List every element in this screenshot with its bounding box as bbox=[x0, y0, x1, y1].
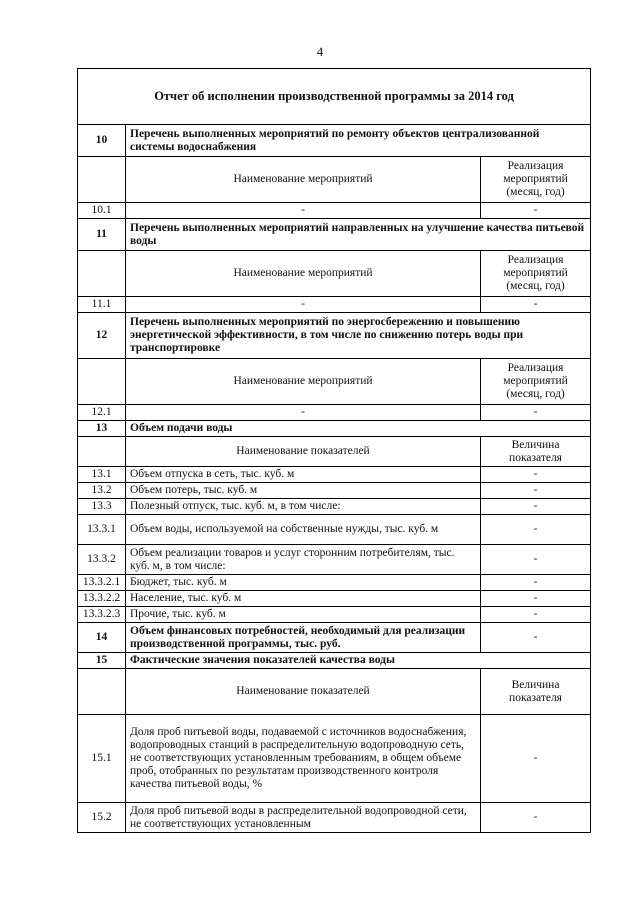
table-row bbox=[78, 591, 591, 607]
row-value: - bbox=[481, 483, 591, 499]
row-number: 13.3.2 bbox=[78, 545, 126, 575]
row-text: Доля проб питьевой воды в распределительной водопроводной сети, не соответствующих установленным bbox=[126, 803, 481, 833]
row-value: - bbox=[481, 203, 591, 219]
column-header: Реализация мероприятий (месяц, год) bbox=[481, 251, 591, 297]
section-row bbox=[78, 653, 591, 669]
column-header: Реализация мероприятий (месяц, год) bbox=[481, 157, 591, 203]
row-text: Население, тыс. куб. м bbox=[126, 591, 481, 607]
row-number: 13.3.1 bbox=[78, 515, 126, 545]
column-header: Величина показателя bbox=[481, 437, 591, 467]
table-row bbox=[78, 297, 591, 313]
row-text: Доля проб питьевой воды, подаваемой с источников водоснабжения, водопроводных станций в распределительную водопроводную сеть, не соответствующих установленным требованиям, в общем объеме проб, отобранных по результатам производственного контроля качества питьевой воды, % bbox=[126, 715, 481, 803]
table-row bbox=[78, 575, 591, 591]
row-text: - bbox=[126, 297, 481, 313]
section-title: Перечень выполненных мероприятий по ремонту объектов централизованной системы водоснабжения bbox=[126, 125, 591, 157]
section-row bbox=[78, 313, 591, 359]
table-row bbox=[78, 715, 591, 803]
row-value: - bbox=[481, 575, 591, 591]
table-row bbox=[78, 405, 591, 421]
table-row bbox=[78, 607, 591, 623]
row-text: Объем финансовых потребностей, необходимый для реализации производственной программы, тыс. руб. bbox=[126, 623, 481, 653]
row-value: - bbox=[481, 715, 591, 803]
row-text: Бюджет, тыс. куб. м bbox=[126, 575, 481, 591]
row-value: - bbox=[481, 467, 591, 483]
table-row bbox=[78, 623, 591, 653]
header-row bbox=[78, 669, 591, 715]
row-value: - bbox=[481, 499, 591, 515]
report-table bbox=[77, 68, 591, 833]
empty-cell bbox=[78, 157, 126, 203]
table-row bbox=[78, 483, 591, 499]
row-number: 13.3.2.1 bbox=[78, 575, 126, 591]
page-number: 4 bbox=[316, 44, 324, 59]
row-text: Объем потерь, тыс. куб. м bbox=[126, 483, 481, 499]
row-number: 12 bbox=[78, 313, 126, 359]
column-header: Реализация мероприятий (месяц, год) bbox=[481, 359, 591, 405]
table-row bbox=[78, 203, 591, 219]
header-row bbox=[78, 157, 591, 203]
row-number: 10 bbox=[78, 125, 126, 157]
empty-cell bbox=[78, 437, 126, 467]
section-title: Фактические значения показателей качества воды bbox=[126, 653, 591, 669]
row-number: 11 bbox=[78, 219, 126, 251]
header-row bbox=[78, 437, 591, 467]
row-text: - bbox=[126, 405, 481, 421]
column-header: Наименование показателей bbox=[126, 669, 481, 715]
row-text: Прочие, тыс. куб. м bbox=[126, 607, 481, 623]
row-text: Объем воды, используемой на собственные нужды, тыс. куб. м bbox=[126, 515, 481, 545]
row-value: - bbox=[481, 515, 591, 545]
row-number: 13.3.2.3 bbox=[78, 607, 126, 623]
title-row bbox=[78, 69, 591, 125]
row-value: - bbox=[481, 405, 591, 421]
row-value: - bbox=[481, 623, 591, 653]
row-value: - bbox=[481, 545, 591, 575]
report-table-body bbox=[78, 69, 591, 833]
column-header: Наименование мероприятий bbox=[126, 359, 481, 405]
row-number: 13.3 bbox=[78, 499, 126, 515]
row-number: 14 bbox=[78, 623, 126, 653]
table-row bbox=[78, 515, 591, 545]
header-row bbox=[78, 251, 591, 297]
row-number: 13.2 bbox=[78, 483, 126, 499]
header-row bbox=[78, 359, 591, 405]
row-number: 13 bbox=[78, 421, 126, 437]
column-header: Величина показателя bbox=[481, 669, 591, 715]
row-number: 13.1 bbox=[78, 467, 126, 483]
table-row bbox=[78, 545, 591, 575]
row-value: - bbox=[481, 591, 591, 607]
section-row bbox=[78, 125, 591, 157]
row-text: Объем реализации товаров и услуг сторонним потребителям, тыс. куб. м, в том числе: bbox=[126, 545, 481, 575]
column-header: Наименование мероприятий bbox=[126, 157, 481, 203]
empty-cell bbox=[78, 669, 126, 715]
row-number: 15.2 bbox=[78, 803, 126, 833]
row-number: 12.1 bbox=[78, 405, 126, 421]
empty-cell bbox=[78, 251, 126, 297]
section-row bbox=[78, 219, 591, 251]
row-text: Полезный отпуск, тыс. куб. м, в том числе: bbox=[126, 499, 481, 515]
row-text: Объем отпуска в сеть, тыс. куб. м bbox=[126, 467, 481, 483]
section-row bbox=[78, 421, 591, 437]
column-header: Наименование мероприятий bbox=[126, 251, 481, 297]
row-number: 13.3.2.2 bbox=[78, 591, 126, 607]
row-number: 15.1 bbox=[78, 715, 126, 803]
row-text: - bbox=[126, 203, 481, 219]
row-number: 15 bbox=[78, 653, 126, 669]
table-row bbox=[78, 499, 591, 515]
row-value: - bbox=[481, 297, 591, 313]
section-title: Объем подачи воды bbox=[126, 421, 591, 437]
table-row bbox=[78, 803, 591, 833]
row-number: 10.1 bbox=[78, 203, 126, 219]
table-row bbox=[78, 467, 591, 483]
section-title: Перечень выполненных мероприятий направленных на улучшение качества питьевой воды bbox=[126, 219, 591, 251]
section-title: Перечень выполненных мероприятий по энергосбережению и повышению энергетической эффективности, в том числе по снижению потерь воды при транспортировке bbox=[126, 313, 591, 359]
report-title: Отчет об исполнении производственной программы за 2014 год bbox=[78, 69, 591, 125]
row-value: - bbox=[481, 607, 591, 623]
row-value: - bbox=[481, 803, 591, 833]
row-number: 11.1 bbox=[78, 297, 126, 313]
empty-cell bbox=[78, 359, 126, 405]
column-header: Наименование показателей bbox=[126, 437, 481, 467]
